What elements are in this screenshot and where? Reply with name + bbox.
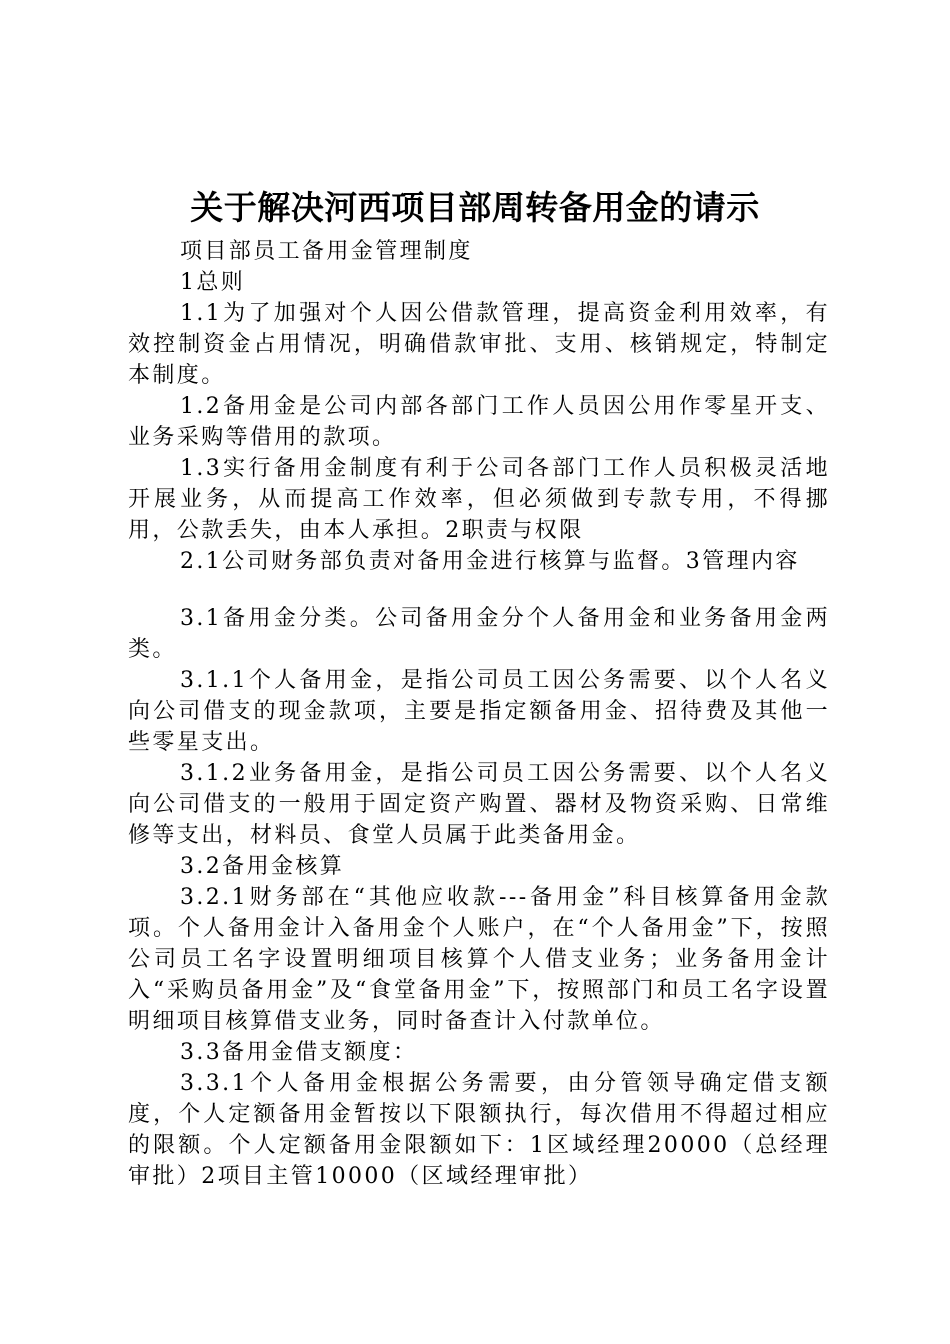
section-heading: 3.2备用金核算 (180, 854, 345, 879)
document-title: 关于解决河西项目部周转备用金的请示 (190, 188, 760, 227)
body-paragraph: 2.1公司财务部负责对备用金进行核算与监督。3管理内容 (180, 549, 800, 574)
body-paragraph: 3.1.2业务备用金，是指公司员工因公务需要、以个人名义向公司借支的一般用于固定资产购置、器材及物资采购、日常维修等支出，材料员、食堂人员属于此类备用金。 (128, 761, 830, 848)
section-heading: 3.3备用金借支额度： (180, 1040, 418, 1065)
body-paragraph: 3.1.1个人备用金，是指公司员工因公务需要、以个人名义向公司借支的现金款项，主要是指定额备用金、招待费及其他一些零星支出。 (128, 668, 830, 755)
body-paragraph: 3.3.1个人备用金根据公务需要，由分管领导确定借支额度，个人定额备用金暂按以下限额执行，每次借用不得超过相应的限额。个人定额备用金限额如下：1区域经理20000（总经理审批）2项目主管10000（区域经理审批） (128, 1071, 830, 1189)
body-paragraph: 3.2.1财务部在“其他应收款---备用金”科目核算备用金款项。个人备用金计入备用金个人账户，在“个人备用金”下，按照公司员工名字设置明细项目核算个人借支业务；业务备用金计入“采购员备用金”及“食堂备用金”下，按照部门和员工名字设置明细项目核算借支业务，同时备查计入付款单位。 (128, 885, 830, 1034)
body-paragraph: 3.1备用金分类。公司备用金分个人备用金和业务备用金两类。 (128, 606, 830, 662)
section-heading: 1总则 (180, 270, 246, 295)
document-body (128, 236, 830, 1192)
section-heading: 项目部员工备用金管理制度 (180, 239, 473, 264)
body-paragraph: 1.1为了加强对个人因公借款管理，提高资金利用效率，有效控制资金占用情况，明确借款审批、支用、核销规定，特制定本制度。 (128, 301, 830, 388)
body-paragraph: 1.2备用金是公司内部各部门工作人员因公用作零星开支、业务采购等借用的款项。 (128, 394, 830, 450)
body-paragraph: 1.3实行备用金制度有利于公司各部门工作人员积极灵活地开展业务，从而提高工作效率，但必须做到专款专用，不得挪用，公款丢失，由本人承担。2职责与权限 (128, 456, 830, 543)
